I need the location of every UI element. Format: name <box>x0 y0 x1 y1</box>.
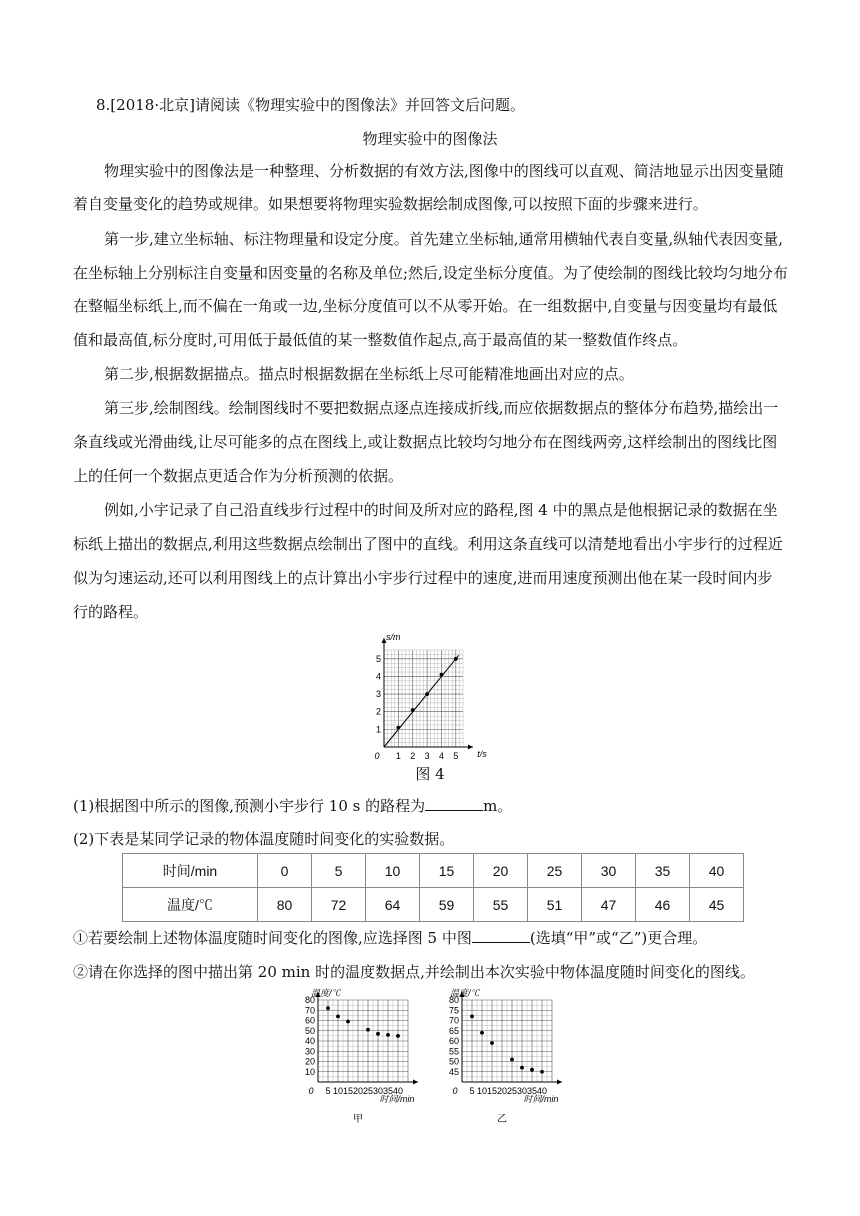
paragraph-line: 上的任何一个数据点更适合作为分析预测的依据。 <box>73 467 404 485</box>
table-cell: 15 <box>420 854 474 888</box>
figure-4-caption: 图 4 <box>415 765 445 783</box>
question-1-answer-blank[interactable] <box>425 796 483 811</box>
data-point <box>411 708 415 712</box>
paragraph-line: 例如,小宇记录了自己沿直线步行过程中的时间及所对应的路程,图 4 中的黑点是他根据记录的数据在坐 <box>104 501 778 519</box>
paragraph-line: 在整幅坐标纸上,而不偏在一角或一边,坐标分度值可以不从零开始。在一组数据中,自变量与因变量均有最低 <box>73 297 778 315</box>
x-axis-label: t/s <box>477 749 487 759</box>
x-tick-label: 40 <box>536 1086 548 1096</box>
paragraph-line: 第三步,绘制图线。绘制图线时不要把数据点逐点连接成折线,而应依据数据点的整体分布趋势,描绘出一 <box>104 399 779 417</box>
table-header-time: 时间/min <box>123 854 258 888</box>
data-point <box>376 1032 380 1036</box>
x-tick-label: 40 <box>392 1086 404 1096</box>
y-tick-label: 70 <box>448 1015 459 1026</box>
data-point <box>470 1015 474 1019</box>
origin-label: 0 <box>452 1086 458 1096</box>
y-tick-label: 55 <box>448 1046 459 1057</box>
y-tick-label: 10 <box>304 1066 315 1077</box>
x-tick-label: 3 <box>424 751 430 761</box>
paragraph-line: 行的路程。 <box>73 603 149 621</box>
x-tick-label: 30 <box>372 1086 384 1096</box>
figure-4-chart <box>364 630 494 762</box>
table-cell: 64 <box>366 888 420 922</box>
y-tick-label: 4 <box>375 671 381 682</box>
paragraph-line: 第一步,建立坐标轴、标注物理量和设定分度。首先建立坐标轴,通常用横轴代表自变量,纵轴代表因变量, <box>104 230 784 248</box>
origin-label: 0 <box>374 751 380 761</box>
table-cell: 47 <box>582 888 636 922</box>
data-point <box>366 1028 370 1032</box>
data-point <box>490 1041 494 1045</box>
table-cell: 80 <box>258 888 312 922</box>
x-axis-arrow <box>468 745 473 750</box>
question-1-text: (1)根据图中所示的图像,预测小宇步行 10 s 的路程为 <box>73 797 426 815</box>
y-axis-label: s/m <box>386 632 401 642</box>
y-tick-label: 60 <box>304 1015 315 1026</box>
data-point <box>540 1070 544 1074</box>
figure-5-chart-yi <box>440 985 580 1125</box>
x-tick-label: 2 <box>410 751 416 761</box>
x-tick-label: 35 <box>526 1086 538 1096</box>
table-cell: 55 <box>474 888 528 922</box>
table-cell: 46 <box>636 888 690 922</box>
y-tick-label: 50 <box>448 1056 459 1067</box>
chart-title: 乙 <box>497 1114 507 1125</box>
x-tick-label: 20 <box>496 1086 508 1096</box>
table-cell: 35 <box>636 854 690 888</box>
x-tick-label: 25 <box>506 1086 518 1096</box>
table-cell: 20 <box>474 854 528 888</box>
table-cell: 5 <box>312 854 366 888</box>
data-point <box>454 657 458 661</box>
paragraph-line: 值和最高值,标分度时,可用低于最低值的某一整数值作起点,高于最高值的某一整数值作终点。 <box>73 331 688 349</box>
data-point <box>440 673 444 677</box>
question-2b: ②请在你选择的图中描出第 20 min 时的温度数据点,并绘制出本次实验中物体温度随时间变化的图线。 <box>73 963 755 981</box>
y-tick-label: 20 <box>304 1056 315 1067</box>
data-point <box>510 1058 514 1062</box>
table-cell: 72 <box>312 888 366 922</box>
paragraph-line: 着自变量变化的趋势或规律。如果想要将物理实验数据绘制成图像,可以按照下面的步骤来进行。 <box>73 195 708 213</box>
table-row-time <box>123 854 744 888</box>
data-point <box>480 1031 484 1035</box>
data-point <box>396 1034 400 1038</box>
origin-label: 0 <box>308 1086 314 1096</box>
y-tick-label: 80 <box>448 995 459 1005</box>
question-1-unit: m。 <box>483 797 513 815</box>
table-cell: 51 <box>528 888 582 922</box>
table-row-temperature <box>123 888 744 922</box>
paragraph-line: 在坐标轴上分别标注自变量和因变量的名称及单位;然后,设定坐标分度值。为了使绘制的图线比较均匀地分布 <box>73 264 788 282</box>
x-tick-label: 20 <box>352 1086 364 1096</box>
x-tick-label: 15 <box>486 1086 498 1096</box>
temperature-table <box>122 853 744 922</box>
y-tick-label: 45 <box>448 1066 459 1077</box>
table-cell: 59 <box>420 888 474 922</box>
question-1 <box>73 796 512 816</box>
y-tick-label: 40 <box>304 1036 315 1046</box>
x-tick-label: 30 <box>516 1086 528 1096</box>
table-cell: 40 <box>690 854 744 888</box>
x-axis-label: 时间/min <box>379 1094 415 1104</box>
data-point <box>386 1033 390 1037</box>
table-cell: 45 <box>690 888 744 922</box>
question-2a <box>73 928 707 948</box>
x-axis-label: 时间/min <box>523 1094 559 1104</box>
data-point <box>346 1020 350 1024</box>
table-cell: 0 <box>258 854 312 888</box>
data-point <box>530 1068 534 1072</box>
y-tick-label: 30 <box>304 1046 315 1057</box>
paragraph-line: 标纸上描出的数据点,利用这些数据点绘制出了图中的直线。利用这条直线可以清楚地看出小宇步行的过程近 <box>73 535 783 553</box>
y-tick-label: 75 <box>448 1005 459 1016</box>
question-2a-answer-blank[interactable] <box>472 928 530 943</box>
fit-line <box>384 655 459 747</box>
data-point <box>520 1066 524 1070</box>
paragraph-line: 第二步,根据数据描点。描点时根据数据在坐标纸上尽可能精准地画出对应的点。 <box>104 365 634 383</box>
data-point <box>396 726 400 730</box>
y-axis-label: 温度/℃ <box>450 988 480 998</box>
article-title: 物理实验中的图像法 <box>362 130 498 148</box>
table-cell: 30 <box>582 854 636 888</box>
y-axis-label: 温度/℃ <box>311 988 341 998</box>
x-tick-label: 15 <box>342 1086 354 1096</box>
question-header: 8.[2018·北京]请阅读《物理实验中的图像法》并回答文后问题。 <box>96 96 525 114</box>
x-tick-label: 1 <box>395 751 401 761</box>
data-point <box>326 1006 330 1010</box>
table-cell: 25 <box>528 854 582 888</box>
y-tick-label: 80 <box>304 995 315 1005</box>
paragraph-line: 物理实验中的图像法是一种整理、分析数据的有效方法,图像中的图线可以直观、简洁地显示出因变量随 <box>104 162 784 180</box>
x-tick-label: 5 <box>325 1086 331 1096</box>
x-tick-label: 35 <box>382 1086 394 1096</box>
question-2a-text: ①若要绘制上述物体温度随时间变化的图像,应选择图 5 中图 <box>73 929 472 947</box>
x-tick-label: 4 <box>438 751 444 761</box>
y-tick-label: 5 <box>375 653 381 664</box>
x-tick-label: 10 <box>332 1086 344 1096</box>
chart-title: 甲 <box>353 1114 363 1125</box>
paragraph-line: 条直线或光滑曲线,让尽可能多的点在图线上,或让数据点比较均匀地分布在图线两旁,这样绘制出的图线比图 <box>73 433 778 451</box>
paragraph-line: 似为匀速运动,还可以利用图线上的点计算出小宇步行过程中的速度,进而用速度预测出他在某一段时间内步 <box>73 569 773 587</box>
table-cell: 10 <box>366 854 420 888</box>
x-tick-label: 25 <box>362 1086 374 1096</box>
question-2a-hint: (选填“甲”或“乙”)更合理。 <box>529 929 708 947</box>
data-point <box>336 1015 340 1019</box>
x-tick-label: 5 <box>453 751 459 761</box>
x-axis-arrow <box>557 1080 562 1085</box>
question-2-text: (2)下表是某同学记录的物体温度随时间变化的实验数据。 <box>73 830 455 848</box>
figure-5-chart-jia <box>296 985 436 1125</box>
x-axis-arrow <box>413 1080 418 1085</box>
x-tick-label: 10 <box>476 1086 488 1096</box>
y-tick-label: 2 <box>375 706 381 717</box>
y-tick-label: 50 <box>304 1025 315 1036</box>
y-tick-label: 65 <box>448 1025 459 1036</box>
data-point <box>425 692 429 696</box>
y-tick-label: 70 <box>304 1005 315 1016</box>
y-tick-label: 60 <box>448 1036 459 1046</box>
y-tick-label: 1 <box>375 724 381 735</box>
table-header-temperature: 温度/℃ <box>123 888 258 922</box>
y-tick-label: 3 <box>375 689 381 700</box>
x-tick-label: 5 <box>469 1086 475 1096</box>
